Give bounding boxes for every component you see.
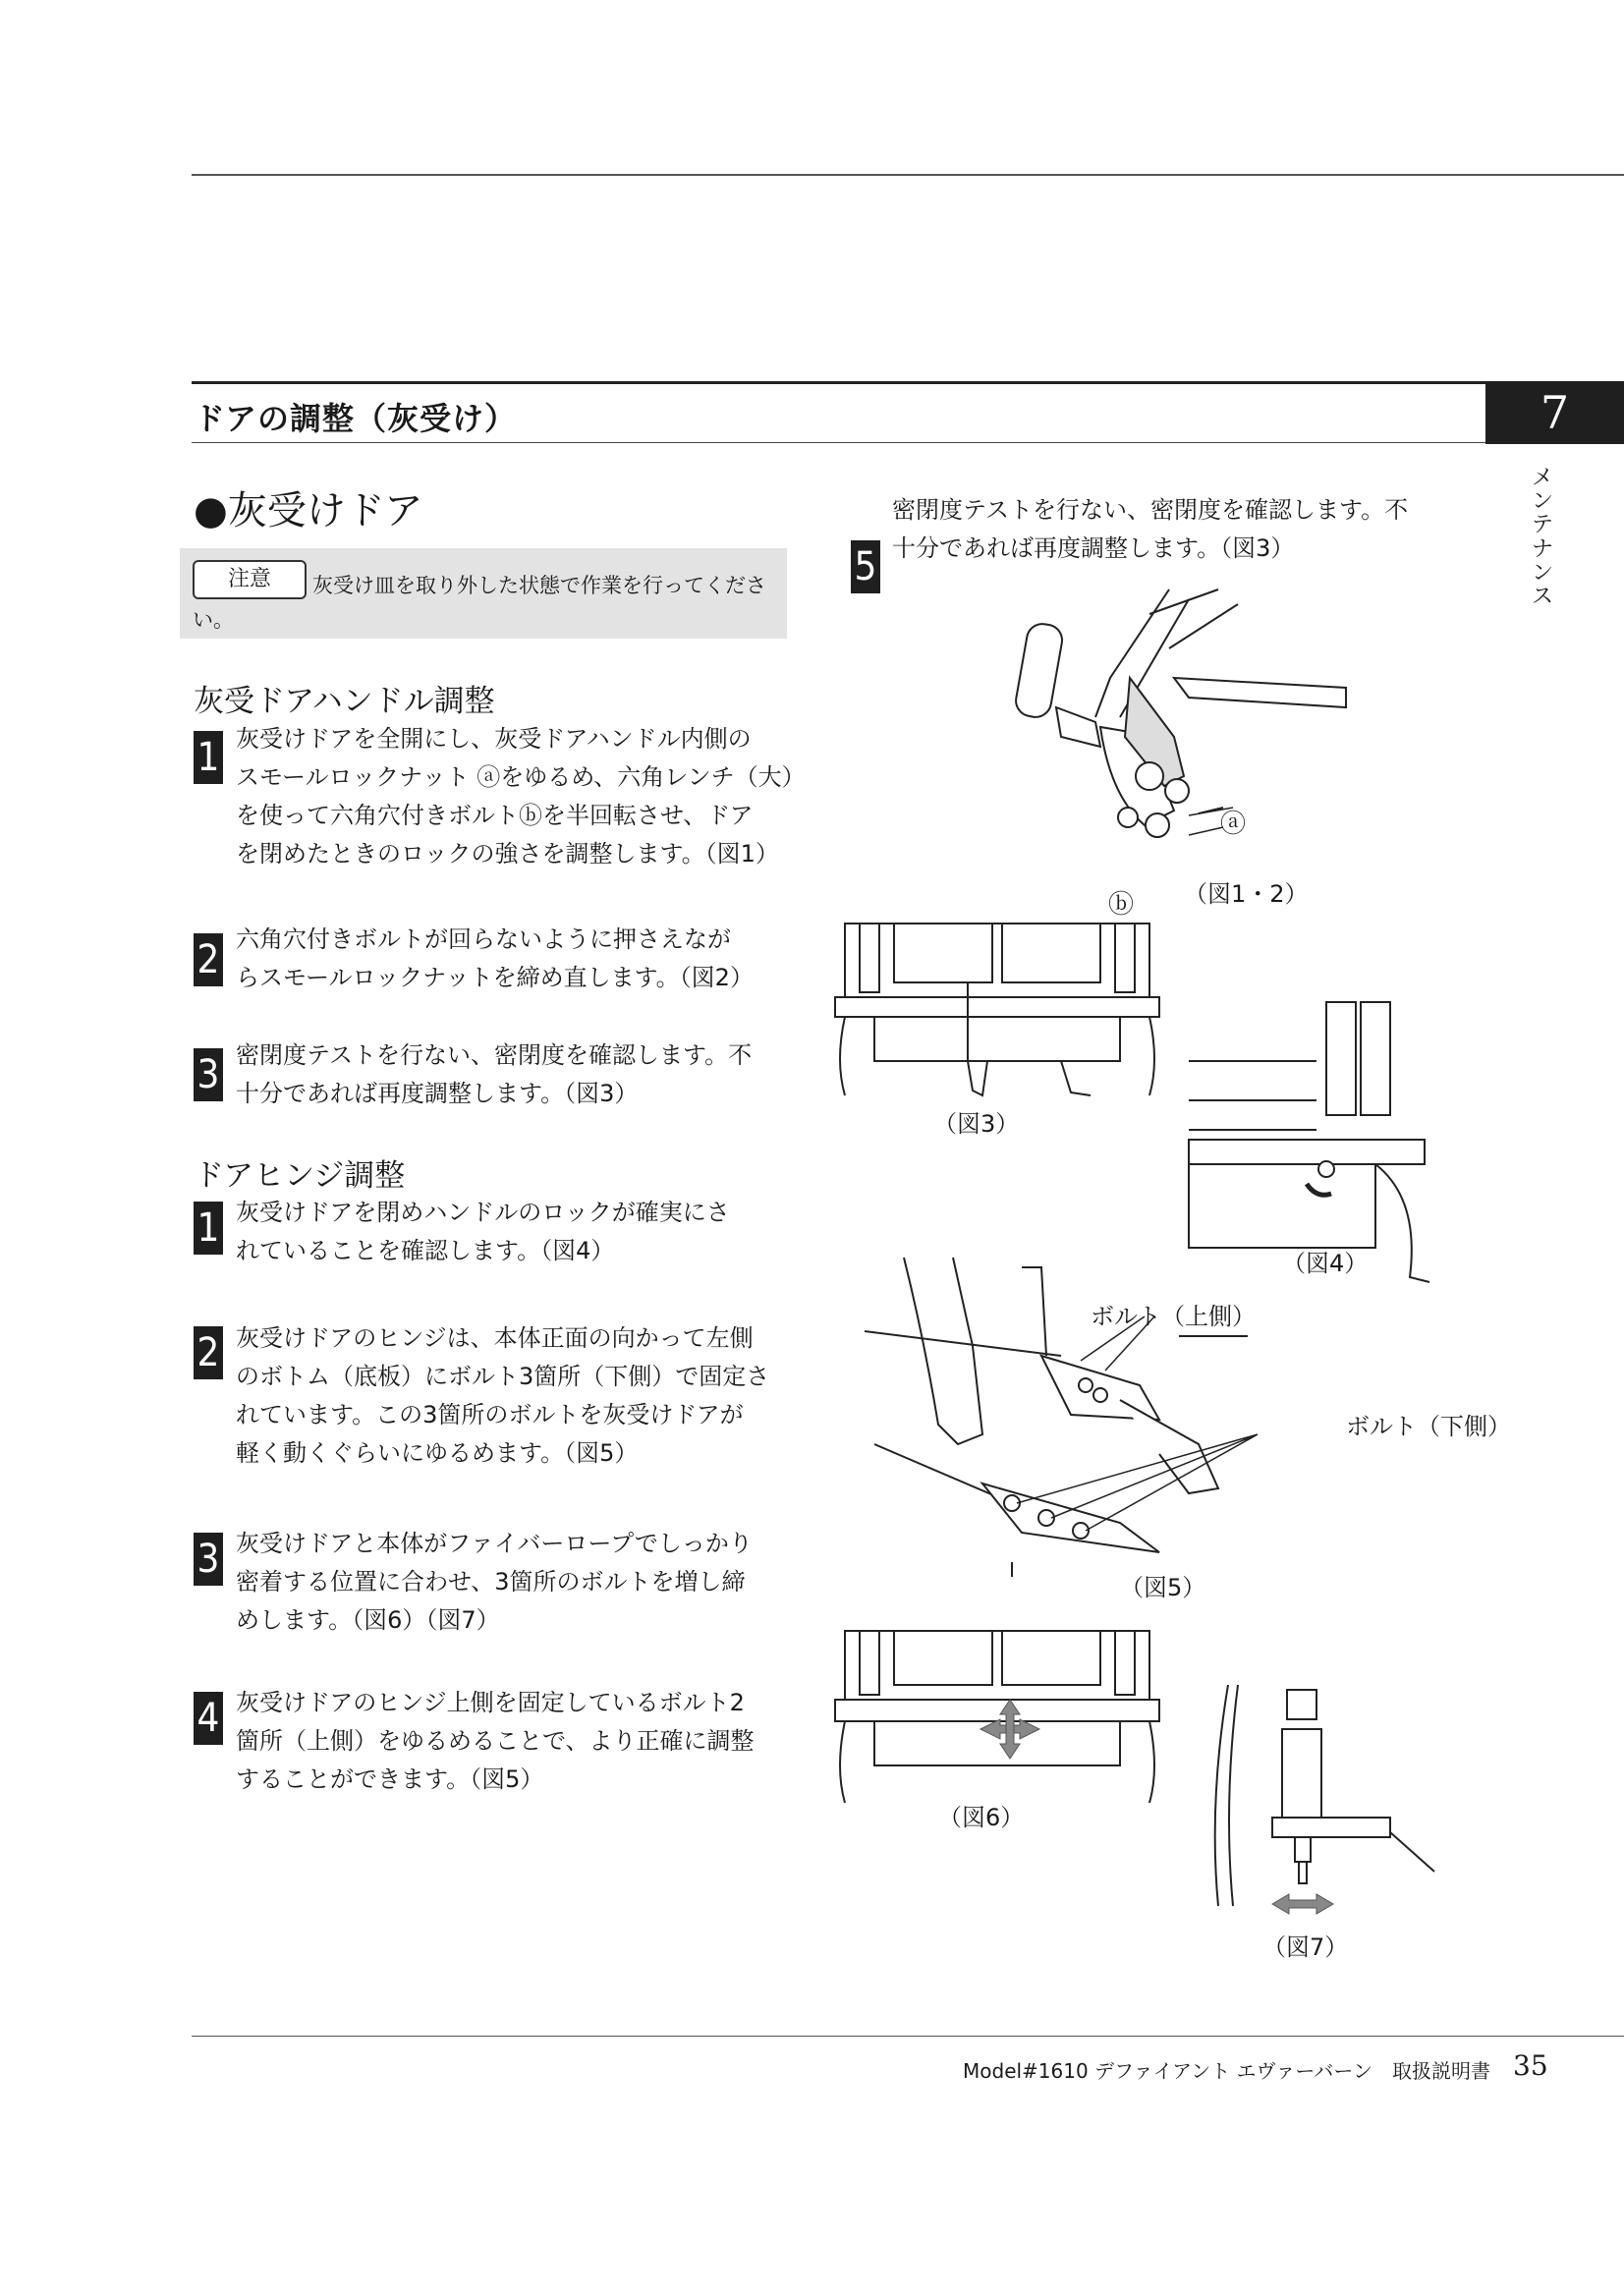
hinge-heading: ドアヒンジ調整 <box>194 1158 406 1194</box>
step-line: れています。この3箇所のボルトを灰受けドアが <box>236 1401 744 1428</box>
figure-3-illustration <box>835 924 1159 1105</box>
section-rule <box>192 381 1488 384</box>
figure-5-caption: （図5） <box>1120 1574 1206 1601</box>
step-line: 密閉度テストを行ない、密閉度を確認します。不 <box>236 1041 753 1069</box>
step-number: 1 <box>194 1202 223 1255</box>
step-line: を閉めたときのロックの強さを調整します。（図1） <box>236 840 779 868</box>
figure-4-caption: （図4） <box>1282 1250 1369 1277</box>
label-b-marker: ⓑ <box>1108 890 1135 920</box>
step-number: 4 <box>194 1692 223 1745</box>
page-number: 35 <box>1513 2049 1548 2082</box>
step-text <box>892 491 1442 568</box>
figure-7-caption: （図7） <box>1262 1933 1349 1961</box>
step-line: めします。（図6）（図7） <box>236 1606 500 1634</box>
step-text <box>236 1036 815 1113</box>
step-number: 3 <box>194 1533 223 1586</box>
step-line: を使って六角穴付きボルトⓑを半回転させ、ドア <box>236 802 754 829</box>
step-line: 灰受けドアを全開にし、灰受ドアハンドル内側の <box>236 725 752 753</box>
note-label: 注意 <box>193 560 307 599</box>
top-rule <box>192 174 1624 176</box>
step-line: のボトム（底板）にボルト3箇所（下側）で固定さ <box>236 1363 770 1390</box>
step-text <box>236 720 815 873</box>
step-number: 2 <box>194 933 223 986</box>
side-tab-char: ス <box>1531 584 1553 609</box>
side-tab-char: テ <box>1531 513 1553 538</box>
figure-1-2-illustration <box>1002 589 1375 884</box>
note-text: い。 <box>193 608 234 632</box>
step-text <box>236 1194 815 1270</box>
side-tab-char: メ <box>1531 466 1553 490</box>
step-line: らスモールロックナットを締め直します。（図2） <box>236 964 754 991</box>
step-line: 六角穴付きボルトが回らないように押さえなが <box>236 925 731 953</box>
figure-6-caption: （図6） <box>938 1804 1025 1831</box>
figure-7-illustration <box>1199 1685 1434 1921</box>
bolt-upper-label: ボルト（上側） <box>1091 1303 1256 1330</box>
figure-1-2-caption: （図1・2） <box>1184 880 1309 908</box>
step-line: することができます。（図5） <box>236 1765 544 1793</box>
step-line: 十分であれば再度調整します。（図3） <box>892 534 1295 562</box>
step-line: れていることを確認します。（図4） <box>236 1237 615 1264</box>
section-rule-bottom <box>192 442 1624 443</box>
figure-3-caption: （図3） <box>933 1110 1020 1138</box>
figure-6-illustration <box>835 1631 1159 1813</box>
step-text <box>236 1684 815 1799</box>
step-line: 十分であれば再度調整します。（図3） <box>236 1080 639 1107</box>
step-text <box>236 921 815 997</box>
bolt-lower-label: ボルト（下側） <box>1346 1413 1511 1440</box>
step-line: 灰受けドアのヒンジは、本体正面の向かって左側 <box>236 1324 754 1352</box>
step-line: 灰受けドアを閉めハンドルのロックが確実にさ <box>236 1199 730 1226</box>
handle-heading: 灰受ドアハンドル調整 <box>194 684 495 719</box>
step-number: 2 <box>194 1326 223 1379</box>
chapter-number: 7 <box>1485 381 1624 444</box>
main-heading: ●灰受けドア <box>194 488 423 533</box>
side-tab-char: ナ <box>1531 536 1553 562</box>
side-tab <box>1523 467 1562 609</box>
footer-rule <box>192 2036 1624 2037</box>
step-line: 箇所（上側）をゆるめることで、より正確に調整 <box>236 1727 755 1755</box>
step-number: 3 <box>194 1048 223 1101</box>
step-line: スモールロックナット ⓐをゆるめ、六角レンチ（大） <box>236 763 806 791</box>
horizontal-arrow <box>1272 1894 1333 1914</box>
step-line: 灰受けドアのヒンジ上側を固定しているボルト2 <box>236 1689 745 1716</box>
step-line: 軽く動くぐらいにゆるめます。（図5） <box>236 1439 639 1467</box>
note-text: 灰受け皿を取り外した状態で作業を行ってくださ <box>312 574 766 597</box>
step-number: 1 <box>194 731 223 784</box>
section-title: ドアの調整（灰受け） <box>194 400 518 437</box>
step-text <box>236 1319 815 1473</box>
step-line: 密閉度テストを行ない、密閉度を確認します。不 <box>892 496 1409 524</box>
side-tab-char: ン <box>1531 560 1553 586</box>
side-tab-char: ン <box>1531 489 1553 515</box>
footer-model: Model#1610 デファイアント エヴァーバーン 取扱説明書 <box>963 2059 1491 2083</box>
step-text <box>236 1525 815 1640</box>
step-line: 密着する位置に合わせ、3箇所のボルトを増し締 <box>236 1568 746 1596</box>
step-number: 5 <box>851 540 880 593</box>
step-line: 灰受けドアと本体がファイバーロープでしっかり <box>236 1530 753 1557</box>
label-a-marker: ⓐ <box>1220 810 1247 839</box>
